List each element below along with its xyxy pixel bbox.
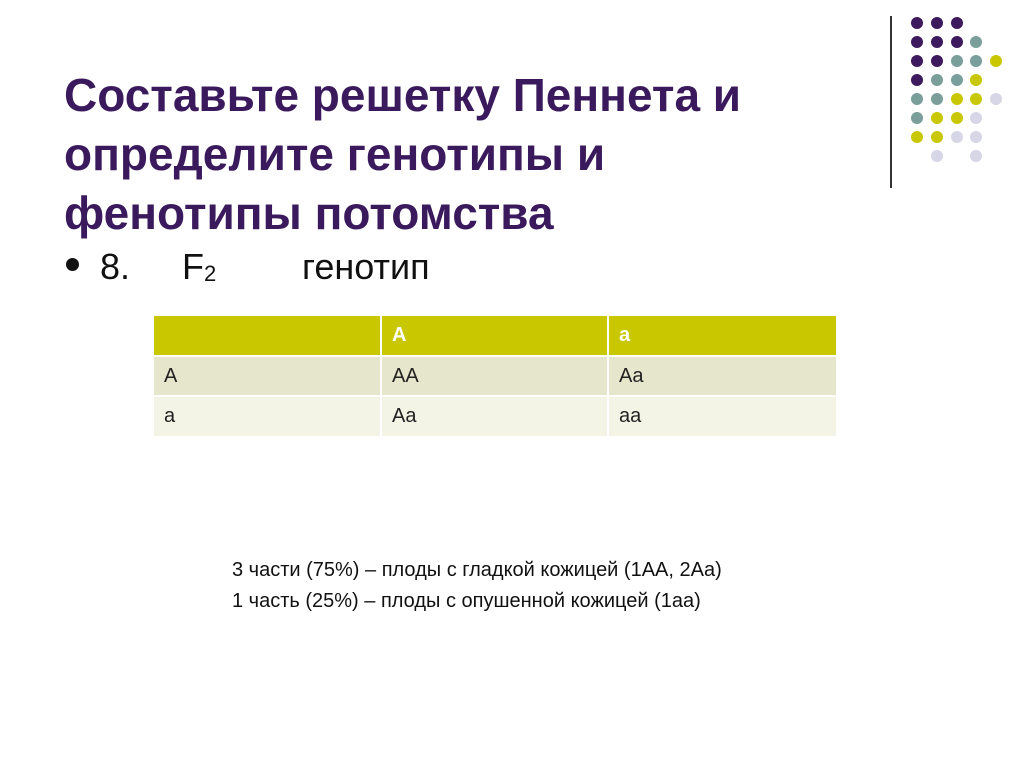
generation-label bbox=[182, 246, 216, 288]
decor-dot bbox=[931, 131, 943, 143]
title-line: фенотипы потомства bbox=[64, 187, 554, 239]
phenotype-results bbox=[232, 555, 722, 617]
decor-dot bbox=[911, 55, 923, 67]
decor-dot bbox=[951, 17, 963, 29]
table-cell: A bbox=[154, 356, 381, 396]
table-cell: AA bbox=[381, 356, 608, 396]
decor-dot bbox=[931, 36, 943, 48]
decor-dot bbox=[951, 74, 963, 86]
table-cell: a bbox=[154, 396, 381, 436]
decor-dot bbox=[970, 93, 982, 105]
title-line: определите генотипы и bbox=[64, 128, 606, 180]
decor-dot bbox=[951, 131, 963, 143]
bullet-number: 8. bbox=[100, 246, 131, 287]
generation-letter: F bbox=[182, 246, 204, 287]
header-cell: a bbox=[608, 316, 836, 356]
decor-dot bbox=[970, 112, 982, 124]
decor-dot bbox=[970, 150, 982, 162]
decor-dot bbox=[970, 36, 982, 48]
punnett-square-table bbox=[154, 316, 836, 436]
decor-dot bbox=[911, 36, 923, 48]
table-row bbox=[154, 356, 836, 396]
decor-dot bbox=[931, 55, 943, 67]
table-cell: Aa bbox=[381, 396, 608, 436]
generation-subscript: 2 bbox=[204, 261, 217, 286]
header-cell: A bbox=[381, 316, 608, 356]
decor-dot bbox=[990, 93, 1002, 105]
slide-title bbox=[64, 66, 854, 243]
bullet-icon bbox=[66, 258, 79, 271]
result-line: 1 часть (25%) – плоды с опушенной кожицей (1aa) bbox=[232, 590, 701, 612]
decor-dot bbox=[951, 112, 963, 124]
table-cell: aa bbox=[608, 396, 836, 436]
decor-dot bbox=[931, 112, 943, 124]
decor-dot bbox=[931, 93, 943, 105]
title-line: Составьте решетку Пеннета и bbox=[64, 69, 742, 121]
decor-dot bbox=[911, 93, 923, 105]
table-cell: Aa bbox=[608, 356, 836, 396]
decor-dot bbox=[970, 55, 982, 67]
decor-dot bbox=[931, 17, 943, 29]
decor-dot bbox=[951, 36, 963, 48]
decor-dot bbox=[911, 17, 923, 29]
decor-dot bbox=[970, 131, 982, 143]
decor-dot bbox=[951, 93, 963, 105]
decor-dot bbox=[951, 55, 963, 67]
decor-dot bbox=[970, 74, 982, 86]
header-cell bbox=[154, 316, 381, 356]
genotype-label: генотип bbox=[302, 246, 430, 287]
vertical-divider bbox=[890, 16, 892, 188]
decor-dot bbox=[931, 74, 943, 86]
decor-dot bbox=[911, 112, 923, 124]
table-header-row bbox=[154, 316, 836, 356]
table-row bbox=[154, 396, 836, 436]
result-line: 3 части (75%) – плоды с гладкой кожицей (1AA, 2Aa) bbox=[232, 559, 722, 581]
decor-dot bbox=[990, 55, 1002, 67]
decor-dot bbox=[931, 150, 943, 162]
decor-dot bbox=[911, 131, 923, 143]
decor-dot bbox=[911, 74, 923, 86]
